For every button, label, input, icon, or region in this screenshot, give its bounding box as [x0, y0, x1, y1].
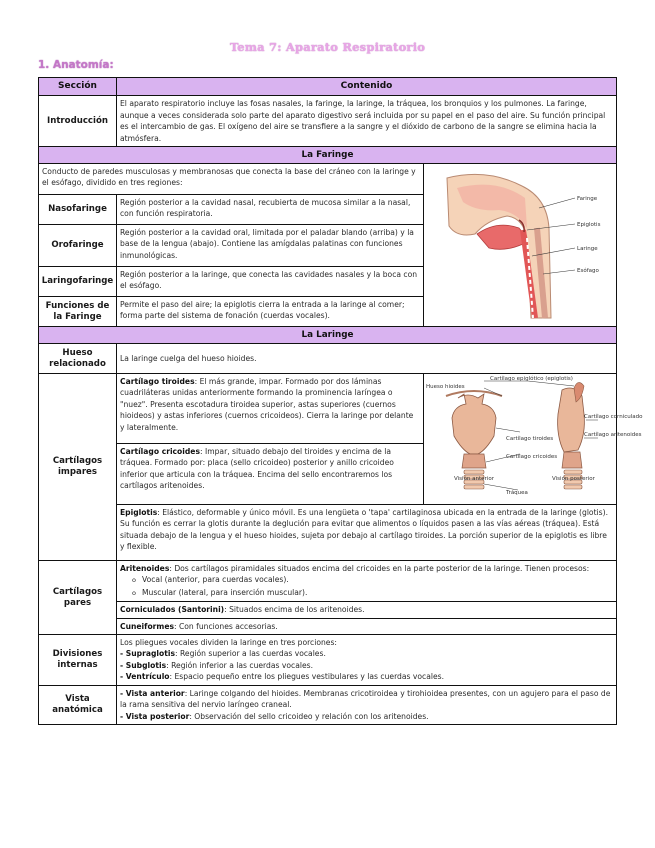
row-label: Nasofaringe — [39, 195, 117, 224]
epiglotis-cell — [117, 504, 616, 560]
definition: : Con funciones accesorias. — [174, 621, 278, 631]
list-item — [120, 671, 613, 682]
row-content: El aparato respiratorio incluye las fosas nasales, la faringe, la laringe, la tráquea, los bronquios y los pulmones. La faringe, aunque a veces considerada solo parte del aparato digestivo será incluida por su papel en el paso del aire. Su función principal es el intercambio de gas. El oxígeno del aire se transfiere a la sangre y el dióxido de carbono de la sangre se elimina hacia la atmósfera. — [120, 99, 606, 143]
table-row-divisiones — [39, 634, 616, 685]
table-header — [39, 78, 616, 95]
faringe-description: Conducto de paredes musculosas y membranosas que conecta la base del cráneo con la laringe y el esófago, dividido en tres regiones: — [42, 167, 416, 188]
row-label: Laringofaringe — [39, 267, 117, 296]
term: Cuneiformes — [120, 621, 174, 631]
band-laringe: La Laringe — [39, 326, 616, 343]
table-row — [39, 194, 423, 224]
label-cricoides: Cartílago cricoides — [506, 454, 558, 461]
definition: : Situados encima de los aritenoides. — [224, 605, 365, 615]
definition: : Región superior a las cuerdas vocales. — [174, 649, 326, 659]
row-label: Orofaringe — [39, 225, 117, 266]
document-title: Tema 7: Aparato Respiratorio — [229, 40, 426, 54]
term: Corniculados (Santorini) — [120, 605, 225, 615]
row-label: Vista anatómica — [39, 686, 117, 724]
list-item — [120, 688, 613, 711]
definition: : Región inferior a las cuerdas vocales. — [166, 660, 314, 670]
row-content: Región posterior a la cavidad nasal, recubierta de mucosa similar a la nasal, con función respiratoria. — [120, 198, 411, 219]
definition: : Dos cartílagos piramidales situados encima del cricoides en la parte posterior de la laringe. Tienen procesos: — [169, 564, 590, 574]
band-faringe: La Faringe — [39, 146, 616, 163]
row-content: Permite el paso del aire; la epiglotis cierra la entrada a la laringe al comer; forma parte del sistema de fonación (cuerdas vocales). — [120, 300, 405, 321]
header-seccion: Sección — [39, 78, 117, 95]
row-label: Introducción — [39, 96, 117, 146]
aritenoides-cell — [117, 561, 616, 601]
table-row — [39, 224, 423, 266]
definition: : Elástico, deformable y único móvil. Es una lengüeta o 'tapa' cartilaginosa ubicada en la entrada de la laringe (glotis). Su función es cerrar la glotis durante la deglución para evitar que alimentos o líquidos pasen a las vías aéreas (tráquea). Está situada debajo de la lengua y el hueso hioides, sujeta por debajo al cartílago tiroides. La porción superior de la epiglotis es libre y flexible. — [120, 508, 608, 552]
label-faringe: Faringe — [577, 195, 598, 202]
anatomy-table — [38, 77, 643, 725]
label-traquea: Tráquea — [506, 490, 528, 497]
definition: : Impar, situado debajo del tiroides y encima de la tráquea. Formado por: placa (sello cricoideo) posterior y anillo cricoideo inferior que articula con la tráquea. Encima del sello encontraremos los cartílagos aritenoides. — [120, 447, 394, 491]
pharynx-illustration — [423, 164, 616, 326]
row-label: Cartílagos pares — [39, 561, 117, 634]
row-content: Región posterior a la laringe, que conecta las cavidades nasales y la boca con el esófago. — [120, 270, 418, 291]
table-row-hueso — [39, 343, 616, 373]
list-item — [120, 660, 613, 671]
term: - Ventrículo — [120, 672, 170, 682]
row-content — [117, 686, 616, 724]
row-content: La laringe cuelga del hueso hioides. — [120, 353, 257, 363]
term: - Vista posterior — [120, 711, 190, 721]
cricoides-cell — [117, 444, 423, 502]
definition: : Observación del sello cricoideo y relación con los aritenoides. — [189, 711, 429, 721]
larynx-cartilage-illustration — [423, 374, 643, 504]
label-esofago: Esófago — [577, 267, 599, 274]
label-hueso-hioides: Hueso hioides — [426, 384, 465, 391]
row-label: Hueso relacionado — [39, 344, 117, 373]
definition: : Laringe colgando del hioides. Membranas cricotiroidea y tirohioidea presentes, con un agujero para el paso de la rama sensitiva del nervio laríngeo craneal. — [120, 688, 611, 710]
row-label: Cartílagos impares — [39, 374, 117, 560]
label-epiglotis: Epiglotis — [577, 221, 601, 228]
label-vision-posterior: Visión posterior — [552, 476, 595, 483]
section-heading: 1. Anatomía: — [38, 59, 114, 71]
header-contenido: Contenido — [340, 81, 393, 91]
label-aritenoides: Cartílago aritenoides — [584, 432, 642, 439]
term: Epiglotis — [120, 508, 158, 518]
table-row — [39, 266, 423, 296]
label-corniculado: Cartílago corniculado — [584, 414, 643, 421]
list-item — [120, 648, 613, 659]
row-label: Funciones de la Faringe — [39, 297, 117, 326]
table-row-impares — [39, 373, 643, 560]
label-epiglotis: Cartílago epiglótico (epiglotis) — [490, 376, 573, 383]
label-tiroides: Cartílago tiroides — [506, 436, 554, 443]
table-row-intro — [39, 95, 616, 146]
faringe-block — [39, 163, 616, 326]
row-label: Divisiones internas — [39, 635, 117, 685]
row-content — [117, 635, 616, 685]
definition: : Espacio pequeño entre los pliegues vestibulares y las cuerdas vocales. — [169, 672, 445, 682]
row-content: Región posterior a la cavidad oral, limitada por el paladar blando (arriba) y la base de la lengua (abajo). Contiene las amígdalas palatinas con funciones inmunológicas. — [120, 228, 414, 260]
definition: : El más grande, impar. Formado por dos láminas cuadriláteras unidas anteriormente formando la prominencia laríngea o "nuez". Presenta escotadura tiroidea superior, astas superiores (cuernos hioideos) y astas inferiores (cuernos cricoideos). Cierra la laringe por delante y lateralmente. — [120, 377, 414, 432]
list-item: o Muscular (lateral, para inserción muscular). — [144, 587, 613, 599]
label-laringe: Laringe — [577, 245, 598, 252]
table-row-vista — [39, 685, 616, 724]
tiroides-cell — [117, 374, 423, 444]
term: - Vista anterior — [120, 688, 185, 698]
term: - Supraglotis — [120, 649, 175, 659]
table-row — [39, 296, 423, 326]
corniculados-cell — [117, 601, 616, 617]
term: Cartílago cricoides — [120, 447, 200, 457]
divisiones-intro: Los pliegues vocales dividen la laringe en tres porciones: — [120, 638, 337, 648]
cuneiformes-cell — [117, 618, 616, 634]
term: - Subglotis — [120, 660, 167, 670]
procesos-list — [120, 574, 613, 599]
table-row-pares — [39, 560, 616, 634]
list-item — [120, 711, 613, 722]
list-item: o Vocal (anterior, para cuerdas vocales). — [144, 574, 613, 586]
term: Cartílago tiroides — [120, 377, 195, 387]
term: Aritenoides — [120, 564, 170, 574]
label-vision-anterior: Visión anterior — [454, 476, 494, 483]
